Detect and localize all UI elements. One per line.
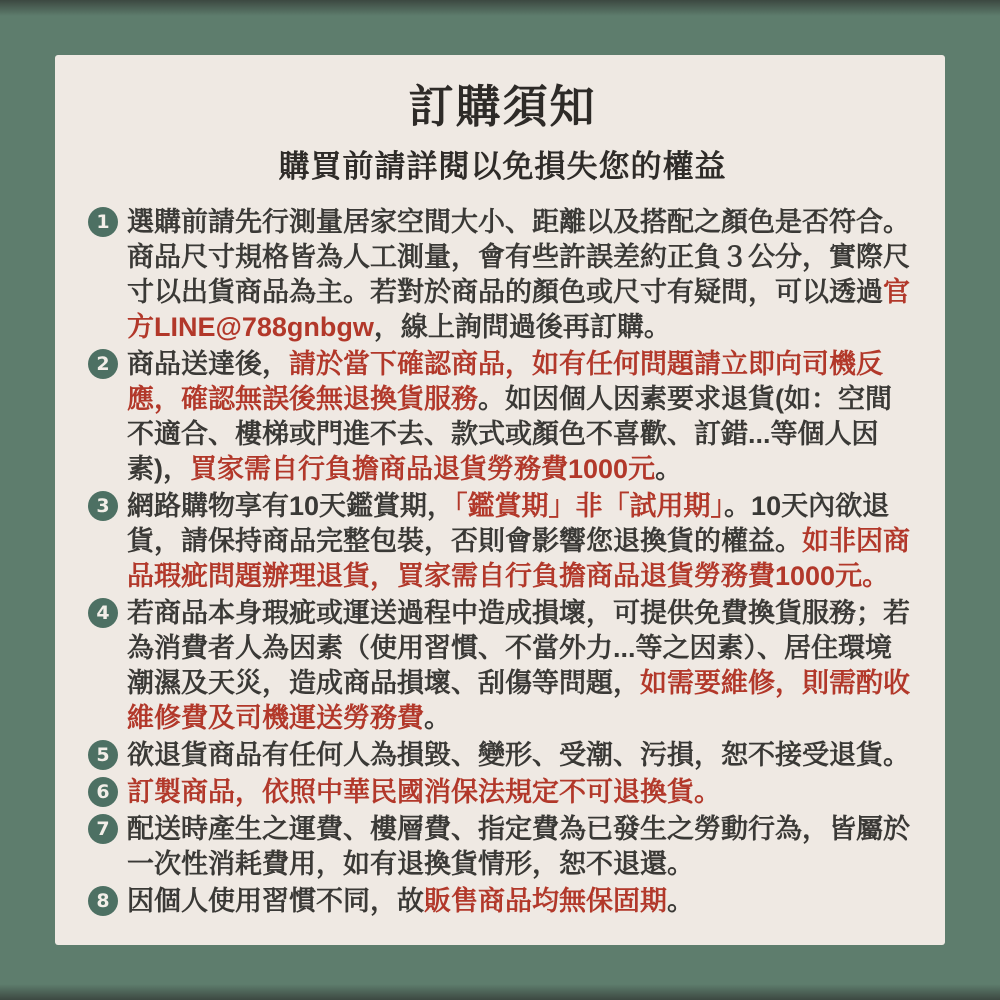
notice-list <box>88 205 917 919</box>
item-number-badge: 3 <box>88 491 118 521</box>
notice-text <box>127 740 910 770</box>
notice-text <box>127 598 910 733</box>
notice-item <box>88 884 917 919</box>
text-segment: 網路購物享有10天鑑賞期， <box>127 491 455 521</box>
notice-text <box>127 777 721 807</box>
text-segment: ，線上詢問過後再訂購。 <box>373 312 671 342</box>
text-segment: 官方LINE@788gnbgw <box>127 277 910 342</box>
text-segment: 販售商品均無保固期 <box>424 886 667 916</box>
text-segment: 選購前請先行測量居家空間大小、距離以及搭配之顏色是否符合。商品尺寸規格皆為人工測量，會有些許誤差約正負３公分，實際尺寸以出貨商品為主。若對於商品的顏色或尺寸有疑問，可以透過 <box>127 207 910 307</box>
notice-text <box>127 886 694 916</box>
text-segment: 如需要維修，則需酌收維修費及司機運送勞務費 <box>127 668 910 733</box>
text-segment: 訂製商品，依照中華民國消保法規定不可退換貨。 <box>127 777 721 807</box>
item-number-badge: 8 <box>88 886 118 916</box>
page-subtitle: 購買前請詳閱以免損失您的權益 <box>278 149 727 184</box>
notice-item <box>88 596 917 736</box>
notice-text <box>127 814 910 879</box>
text-segment: 如非因商品瑕疵問題辦理退貨，買家需自行負擔商品退貨勞務費1000元。 <box>127 526 910 591</box>
text-segment: 。10天內欲退貨，請保持商品完整包裝，否則會影響您退換貨的權益。 <box>127 491 890 556</box>
text-segment: 買家需自行負擔商品退貨勞務費1000元 <box>190 454 656 484</box>
notice-item <box>88 775 917 810</box>
item-number-badge: 5 <box>88 740 118 770</box>
item-number-badge: 6 <box>88 777 118 807</box>
notice-panel <box>55 55 945 945</box>
notice-item <box>88 812 917 882</box>
text-segment: 商品送達後， <box>127 349 289 379</box>
text-segment: 請於當下確認商品，如有任何問題請立即向司機反應，確認無誤後無退換貨服務 <box>127 349 883 414</box>
notice-text <box>127 207 910 342</box>
text-segment: 。如因個人因素要求退貨(如：空間不適合、樓梯或門進不去、款式或顏色不喜歡、訂錯...等個人因素)， <box>127 384 892 484</box>
notice-text <box>127 349 892 484</box>
text-segment: 若商品本身瑕疵或運送過程中造成損壞，可提供免費換貨服務；若為消費者人為因素（使用習慣、不當外力...等之因素）、居住環境潮濕及天災，造成商品損壞、刮傷等問題， <box>127 598 910 698</box>
item-number-badge: 1 <box>88 207 118 237</box>
text-segment: 欲退貨商品有任何人為損毀、變形、受潮、污損，恕不接受退貨。 <box>127 740 910 770</box>
item-number-badge: 7 <box>88 814 118 844</box>
text-segment: 。 <box>667 886 694 916</box>
notice-item <box>88 489 917 594</box>
page-title: 訂購須知 <box>408 81 597 132</box>
text-segment: 「鑑賞期」非「試用期」 <box>454 491 725 521</box>
text-segment: 因個人使用習慣不同，故 <box>127 886 424 916</box>
notice-text <box>127 491 910 591</box>
text-segment: 配送時產生之運費、樓層費、指定費為已發生之勞動行為，皆屬於一次性消耗費用，如有退換貨情形，恕不退還。 <box>127 814 910 879</box>
notice-item <box>88 738 917 773</box>
notice-item <box>88 205 917 345</box>
notice-item <box>88 347 917 487</box>
text-segment: 。 <box>424 703 451 733</box>
item-number-badge: 2 <box>88 349 118 379</box>
item-number-badge: 4 <box>88 598 118 628</box>
text-segment: 。 <box>655 454 683 484</box>
